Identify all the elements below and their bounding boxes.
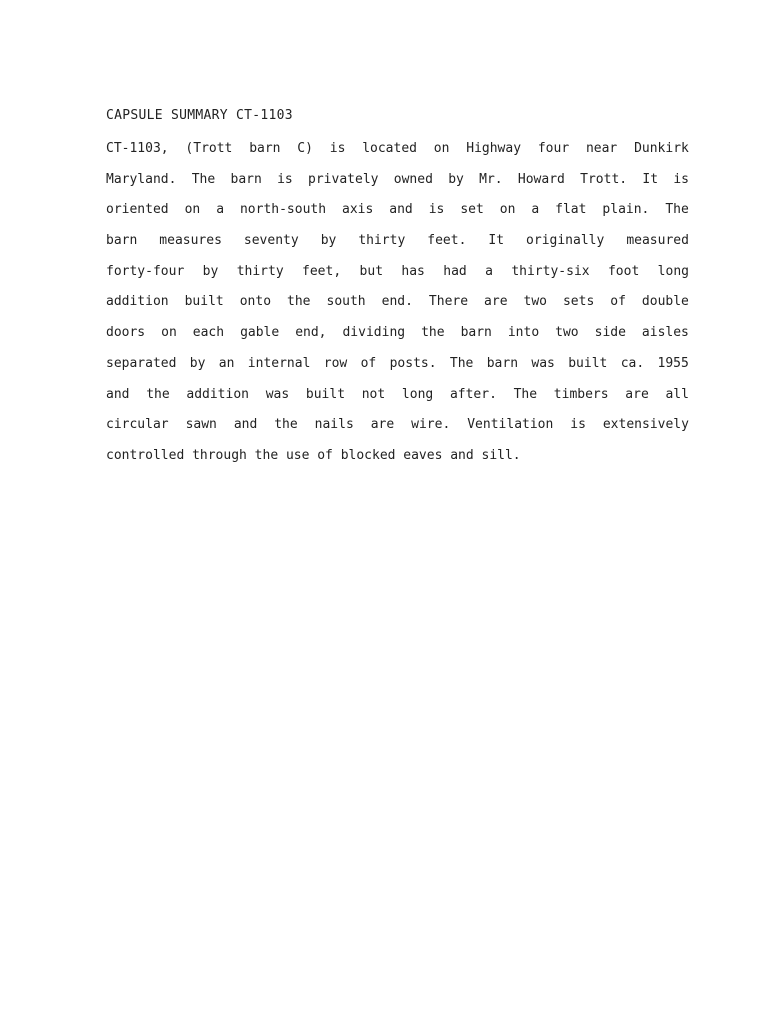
body-line — [106, 291, 689, 322]
body-word: two — [555, 325, 579, 341]
body-word: controlled — [106, 447, 185, 463]
body-word: has — [401, 263, 425, 279]
body-word: set — [460, 202, 484, 218]
body-word: built — [568, 355, 608, 371]
body-word: the — [287, 294, 311, 310]
body-word: foot — [607, 263, 640, 279]
body-word: was — [265, 386, 290, 402]
body-word: barn — [486, 355, 519, 371]
body-word: is — [570, 417, 586, 433]
body-word: by — [189, 355, 206, 371]
body-word: wire. — [411, 417, 451, 433]
body-word: Trott. — [580, 171, 628, 187]
body-word: barn — [249, 141, 281, 156]
body-word: located — [362, 141, 417, 156]
body-word: south — [326, 294, 366, 310]
body-word: extensively — [602, 417, 689, 433]
body-word: the — [146, 386, 170, 402]
body-word: and — [450, 447, 474, 463]
body-word: of — [610, 294, 626, 310]
body-word: double — [641, 294, 689, 310]
body-word: 1955 — [657, 355, 689, 371]
body-word: the — [254, 447, 279, 463]
body-word: had — [443, 263, 467, 279]
body-word: gable — [240, 325, 280, 341]
body-word: end. — [381, 294, 413, 310]
body-word: flat — [555, 202, 587, 218]
body-word: Mr. — [479, 171, 503, 187]
body-word: long — [657, 263, 689, 279]
body-word: are — [370, 417, 395, 433]
body-word: by — [320, 233, 337, 249]
body-word: north-south — [239, 202, 327, 218]
body-line — [106, 384, 689, 415]
body-word: after. — [449, 386, 497, 402]
body-word: the — [421, 325, 445, 341]
body-word: built — [184, 294, 224, 310]
body-word: eaves — [403, 447, 443, 463]
body-word: CT-1103, — [106, 141, 169, 156]
body-word: an — [218, 355, 235, 371]
body-word: not — [361, 386, 386, 402]
document-heading: CAPSULE SUMMARY CT-1103 — [106, 108, 293, 123]
body-word: seventy — [243, 233, 299, 249]
body-word: feet, — [302, 263, 342, 279]
body-word: use — [285, 447, 310, 463]
body-line — [106, 230, 689, 261]
body-word: a — [216, 202, 225, 218]
body-word: aisles — [641, 325, 689, 341]
body-word: doors — [106, 325, 146, 341]
body-word: ca. — [620, 355, 645, 371]
body-word: on — [161, 325, 177, 341]
body-word: circular — [106, 417, 169, 433]
body-word: timbers — [553, 386, 609, 402]
body-word: side — [594, 325, 626, 341]
body-word: by — [202, 263, 219, 279]
body-word: axis — [342, 202, 374, 218]
body-word: Highway — [466, 141, 522, 156]
body-word: near — [585, 141, 618, 156]
body-word: the — [274, 417, 298, 433]
body-word: plain. — [602, 202, 650, 218]
body-word: thirty-six — [511, 263, 590, 279]
body-word: sawn — [185, 417, 217, 433]
body-word: four — [537, 141, 570, 156]
body-word: The — [665, 202, 689, 218]
body-word: (Trott — [185, 141, 233, 156]
body-word: on — [184, 202, 201, 218]
body-word: The — [191, 171, 216, 187]
body-word: on — [499, 202, 516, 218]
body-word: measured — [626, 233, 689, 249]
body-word: oriented — [106, 202, 169, 218]
body-word: C) — [297, 141, 313, 156]
body-word: long — [401, 386, 434, 402]
body-word: on — [433, 141, 450, 156]
body-word: and — [106, 386, 130, 402]
body-line — [106, 322, 689, 353]
body-word: privately — [308, 171, 379, 187]
body-word: originally — [526, 233, 605, 249]
body-word: two — [523, 294, 547, 310]
body-word: It — [488, 233, 505, 249]
body-word: of — [360, 355, 377, 371]
body-word: onto — [239, 294, 272, 310]
body-word: nails — [314, 417, 354, 433]
body-line — [106, 138, 689, 169]
body-word: of — [317, 447, 333, 463]
body-word: end, — [295, 325, 327, 341]
body-word: but — [359, 263, 384, 279]
body-word: and — [389, 202, 413, 218]
body-word: is — [329, 141, 346, 156]
body-word: The — [513, 386, 538, 402]
body-word: It — [642, 171, 659, 187]
body-word: sets — [562, 294, 595, 310]
body-word: each — [192, 325, 225, 341]
body-line — [106, 445, 689, 476]
body-word: row — [323, 355, 348, 371]
body-word: is — [673, 171, 689, 187]
body-word: posts. — [389, 355, 437, 371]
body-word: feet. — [427, 233, 467, 249]
body-line — [106, 261, 689, 292]
body-word: barn — [106, 233, 138, 249]
body-word: internal — [247, 355, 311, 371]
body-line — [106, 169, 689, 200]
body-word: measures — [159, 233, 222, 249]
body-word: addition — [106, 294, 169, 310]
body-word: thirty — [236, 263, 284, 279]
body-word: are — [484, 294, 508, 310]
body-word: The — [449, 355, 474, 371]
body-word: sill. — [481, 447, 521, 463]
body-word: thirty — [358, 233, 406, 249]
body-word: Howard — [517, 171, 565, 187]
body-word: is — [277, 171, 293, 187]
body-word: barn — [230, 171, 262, 187]
body-word: built — [305, 386, 346, 402]
body-word: through — [192, 447, 247, 463]
body-word: was — [531, 355, 555, 371]
body-word: separated — [106, 355, 177, 371]
body-word: barn — [460, 325, 492, 341]
body-word: into — [507, 325, 540, 341]
body-word: is — [428, 202, 445, 218]
body-word: a — [485, 263, 493, 279]
body-word: blocked — [340, 447, 396, 463]
body-word: forty-four — [106, 263, 185, 279]
body-word: There — [428, 294, 469, 310]
body-word: Ventilation — [467, 417, 554, 433]
body-word: are — [625, 386, 649, 402]
document-body — [106, 138, 689, 476]
body-word: a — [531, 202, 540, 218]
body-line — [106, 199, 689, 230]
body-line — [106, 414, 689, 445]
body-word: owned — [393, 171, 433, 187]
body-word: by — [448, 171, 464, 187]
body-word: Dunkirk — [634, 141, 689, 156]
body-word: addition — [186, 386, 249, 402]
body-word: all — [665, 386, 689, 402]
body-word: Maryland. — [106, 171, 177, 187]
body-word: dividing — [342, 325, 406, 341]
body-line — [106, 353, 689, 384]
body-word: and — [233, 417, 258, 433]
